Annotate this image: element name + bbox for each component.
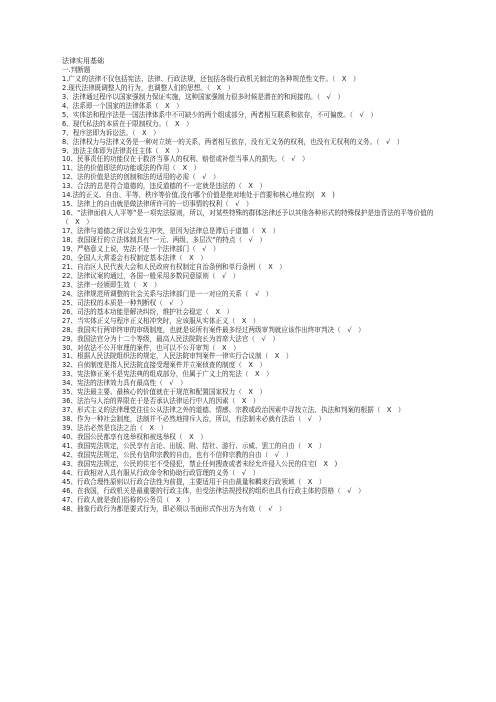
- document-title: 法律实用基础: [62, 57, 104, 65]
- question-item: 17、法律与道德之所以会发生冲突，是因为法律总是滞后于道德（ X ）: [62, 227, 280, 236]
- question-item: 12、法的价值是法的创制和法的适用的必需（ √ ）: [62, 173, 220, 182]
- question-item: 10、民事责任的功能仅在于救济当事人的权利、赔偿或补偿当事人的损失。（ √ ）: [62, 155, 309, 164]
- question-item: 27、当实体正义与程序正义相冲突时，应该服从实体正义（ X ）: [62, 316, 260, 325]
- question-item: 31、根据人民法院组织法的规定，人民法院审判案件一律实行合议制（ X ）: [62, 352, 293, 361]
- question-item: 37、形式主义的法律理党往往公从法律之外的道德、情感、宗教或政治因素中寻找立法、执法和判案的根据（ X ）: [62, 406, 405, 415]
- question-item: 5、实体法和程序法是一国法律体系中不可缺少的两个组成部分，两者相互联系和依存，不可偏废。（ √ ）: [62, 110, 378, 119]
- question-item: 30、对依法不公开审理的案件，也可以不公开审判（ X ）: [62, 343, 240, 352]
- question-item: 1.广义的法律不仅包括宪法、法律、行政法规，还包括各级行政机关制定的各种规范性文件。（ X ）: [62, 74, 360, 83]
- document-page: [62, 57, 434, 514]
- question-item: 6、现代私法的本质在于限制权力。（ X ）: [62, 119, 193, 128]
- question-item: 35、宪法最主要、最核心的价值就在于规范和配置国家权力（ X ）: [62, 388, 267, 397]
- question-item: 41、我国宪法规定，公民享有言论、出版、附、结社、游行、示威、罢工的自由（ X ）: [62, 441, 326, 450]
- question-item: 7、程序法即为诉讼法。（ X ）: [62, 128, 160, 137]
- question-item: 24、法律规范所调整的社会关系与法律部门是一一对应的关系（ √ ）: [62, 289, 273, 298]
- question-item: 39、法治必然是良法之治（ X ）: [62, 424, 168, 433]
- question-item: 15、法律上的自由就是做法律所许可的一切事情的权利（ √ ）: [62, 200, 253, 209]
- question-item: 18、我国现行的立法体制具有“一元、两级、多层次”的特点（ √ ）: [62, 236, 267, 245]
- question-item: 38、作为一种社会制度，法制并不必然地排斥人治，所以，有法制未必就有法治（ √ ）: [62, 415, 326, 424]
- question-item: 40、我国公民都享有选举权和被选举权（ X ）: [62, 433, 207, 442]
- question-item: 13、合法的总是符合道德的，违反道德的不一定就是违法的（ X ）: [62, 182, 267, 191]
- question-item: 2.现代法律既调整人的行为，也调整人们的思想。（ X ）: [62, 83, 235, 92]
- question-item: 32、自侦制度是指人民法院直接受理案件并立案侦查的制度（ X ）: [62, 361, 267, 370]
- question-item: 21、自治区人民代表大会和人民政府有权制定自治条例和单行条例（ X ）: [62, 262, 286, 271]
- question-item: 47、行政人就是我们俗称的公务员（ X ）: [62, 495, 194, 504]
- question-item: 16、“法律面前人人平等”是一项宪法原则，所以，对某些特殊的群体法律还予以其他各种形式的特殊保护是违背法的平等价值的（ X ）: [62, 209, 434, 227]
- question-item: 3、法律通过程序以国家强制力保证实施，这种国家强制力很多时候是潜在的和间接的。（ √ ）: [62, 92, 345, 101]
- question-item: 20、全国人大常委会有权制定基本法律（ X ）: [62, 253, 207, 262]
- question-item: 34、宪法的法律效力具有最高性（ √ ）: [62, 379, 187, 388]
- question-item: 48、抽象行政行为都是要式行为，即必须以书面形式作出方为有效（ √ ）: [62, 504, 286, 513]
- question-item: 44、行政相对人具有服从行政命令和协助行政管理的义务（ √ ）: [62, 468, 260, 477]
- question-item: 26、司法的基本功能是解决纠纷，维护社会稳定（ X ）: [62, 307, 234, 316]
- question-item: 36、法治与人治的界限在于是否承认法律运行中人的因素（ X ）: [62, 397, 260, 406]
- question-item: 11、法的价值即法的功能或法的作用（ X ）: [62, 164, 201, 173]
- question-item: 14.法的正义、自由、平等、秩序等价值,没有哪个价值是绝对地处于首要和核心地位的( X ): [62, 191, 335, 200]
- question-item: 45、行政合理性原则以行政合法性为前提，主要适用于自由裁量和羁束行政领域（ X ）: [62, 477, 326, 486]
- question-item: 33、宪法修正案不是宪法典的组成部分，但属于广义上的宪法（ X ）: [62, 370, 273, 379]
- question-item: 8、法律权力与法律义务是一种对立统一的关系，两者相互依存，没有无义务的权利，也没有无权利的义务。（ √ ）: [62, 137, 404, 146]
- question-item: 9、违法主体即为法律责任主体（ X ）: [62, 146, 183, 155]
- question-item: 25、司法权的本质是一种判断权（ √ ）: [62, 298, 187, 307]
- question-item: 23、法律一经颁即生效（ X ）: [62, 280, 161, 289]
- section-heading: 一.判断题: [62, 65, 91, 74]
- question-item: 46、在我国，行政机关是最重要的行政主体，但受法律法规授权的组织也具有行政主体的资格（ √ ）: [62, 486, 365, 495]
- question-item: 19、严格意义上说，宪法不是一个法律部门（ √ ）: [62, 245, 220, 254]
- question-item: 4、法系即一个国家的法律体系（ X ）: [62, 101, 183, 110]
- question-item: 28、我国实行两审终审的审级制度，也就是说所有案件最多经过两级审判就应该作出终审判决（ √ ）: [62, 325, 365, 334]
- question-item: 42、我国宪法规定，公民有信仰宗教的自由，也有不信仰宗教的自由（ √ ）: [62, 450, 293, 459]
- question-item: 22、法律议案的通过，各国一般采用多数同意原则（ √ ）: [62, 271, 240, 280]
- true-false-question-list: [62, 75, 434, 514]
- question-item: 43、我国宪法规定，公民的住宅不受侵犯，禁止任何搜查或者未经允许侵入公民的住宅( X ): [62, 459, 338, 468]
- question-item: 29、我国法官分为十二个等级，最高人民法院院长为首席大法官（ √ ）: [62, 334, 279, 343]
